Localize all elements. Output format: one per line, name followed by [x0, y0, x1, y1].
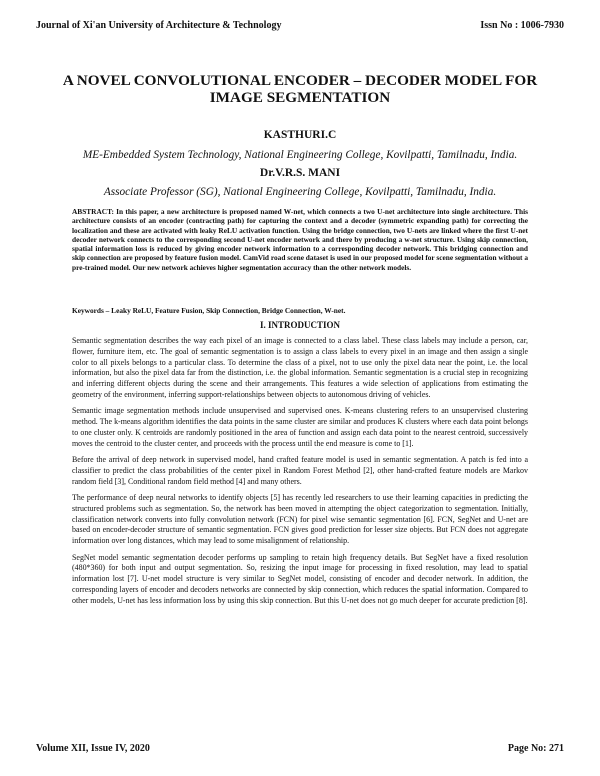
- issn-number: Issn No : 1006-7930: [480, 20, 564, 31]
- paper-title: A NOVEL CONVOLUTIONAL ENCODER – DECODER MODEL FOR IMAGE SEGMENTATION: [62, 72, 538, 106]
- author-affiliation: Associate Professor (SG), National Engineering College, Kovilpatti, Tamilnadu, India.: [103, 186, 497, 198]
- paragraph: Semantic segmentation describes the way each pixel of an image is connected to a class label. These class labels may include a person, car, flower, furniture item, etc. The goal of semantic segmentation is to assign a class labels to every pixel in an image and then assign a single color to all pixels belongs to a particular class. To determine the class of a pixel, not to use only the pixel data near the point, i.e. the local information, but also the pixel data far from the distinction, i.e. the global information. Semantic segmentation is a crucial step in recognizing and inferring different objects during the scene and their arrangements. This features a wide selection of applications from estimating the geometry of the environment, inferring support-relationships between objects to autonomous driving of vehicles.: [72, 336, 528, 399]
- paragraph: Before the arrival of deep network in supervised model, hand crafted feature model is used in semantic segmentation. A patch is fed into a classifier to predict the class probabilities of the center pixel in Random Forest Method [2], other hand-crafted feature models are Markov random field [3], Conditional random field method [4] and many others.: [72, 455, 528, 486]
- page-number: Page No: 271: [507, 743, 564, 754]
- author-name: KASTHURI.C: [263, 129, 337, 141]
- running-header: [36, 20, 564, 31]
- abstract: ABSTRACT: In this paper, a new architecture is proposed named W-net, which connects a two U-net architecture into single architecture. This architecture consists of an encoder (contracting path) for capturing the context and a decoder (symmetric expanding path) for correcting the localization and these are activated with leaky ReLU activation function. Using the bridge connection, two U-nets are linked where the first U-net decoder network connects to the corresponding second U-net encoder network and there by producing a w-net structure. Using skip connection, spatial information loss is reduced by giving encoder network information to a corresponding decoder network. This bridging connection and skip connection are proposed by feature fusion model. CamVid road scene dataset is used in our proposed model for scene segmentation without a pre-trained model. Our new network achieves higher segmentation accuracy than the other network models.: [72, 207, 528, 272]
- paragraph: SegNet model semantic segmentation decoder performs up sampling to retain high frequency details. But SegNet have a fixed resolution (480*360) for both input and output segmentation. So, resizing the input image for processing in fixed resolution, may lead to spatial information lost [7]. U-net model structure is very similar to SegNet model, consisting of encoder and decoder network. In addition, the corresponding layers of encoder and decoders networks are connected by skip connection, which reduces the spatial information. Compared to other models, U-net has less information loss by using this skip connection. But this U-net does not go much deeper for accurate prediction [8].: [72, 552, 528, 605]
- volume-issue: Volume XII, Issue IV, 2020: [36, 743, 150, 754]
- section-heading: I. INTRODUCTION: [259, 320, 340, 330]
- paragraph: The performance of deep neural networks to identify objects [5] has recently led researchers to use their learning capacities in predicting the structured problems such as segmentation. So, the network has been moved in attempting the object categorization to segmentation. Initially, classification network converts into fully convolution network (FCN) for pixel wise semantic segmentation [6]. FCN, SegNet and U-net are based on encoder-decoder structure of semantic segmentation. FCN gives good prediction for lesser size objects. But FCN does not aggregate information over long distances, which may lead to some misalignment of relationship.: [72, 493, 528, 546]
- keywords: Keywords – Leaky ReLU, Feature Fusion, Skip Connection, Bridge Connection, W-net.: [72, 306, 346, 315]
- introduction-body: [72, 336, 528, 612]
- paragraph: Semantic image segmentation methods include unsupervised and supervised ones. K-means clustering refers to an unsupervised clustering method. The k-means algorithm identifies the data points in the same cluster are similar and produces K clusters where each data point belongs to one cluster only. K centroids are randomly positioned in the area of function and assign each data point to the nearest centroid, successively moves the centroid to the cluster center, and proceeds with the process until the end measure is come to [1].: [72, 406, 528, 448]
- author-affiliation: ME-Embedded System Technology, National Engineering College, Kovilpatti, Tamilnadu, India.: [82, 149, 518, 161]
- running-footer: [36, 743, 564, 754]
- journal-name: Journal of Xi'an University of Architecture & Technology: [36, 20, 282, 31]
- author-name: Dr.V.R.S. MANI: [259, 167, 341, 179]
